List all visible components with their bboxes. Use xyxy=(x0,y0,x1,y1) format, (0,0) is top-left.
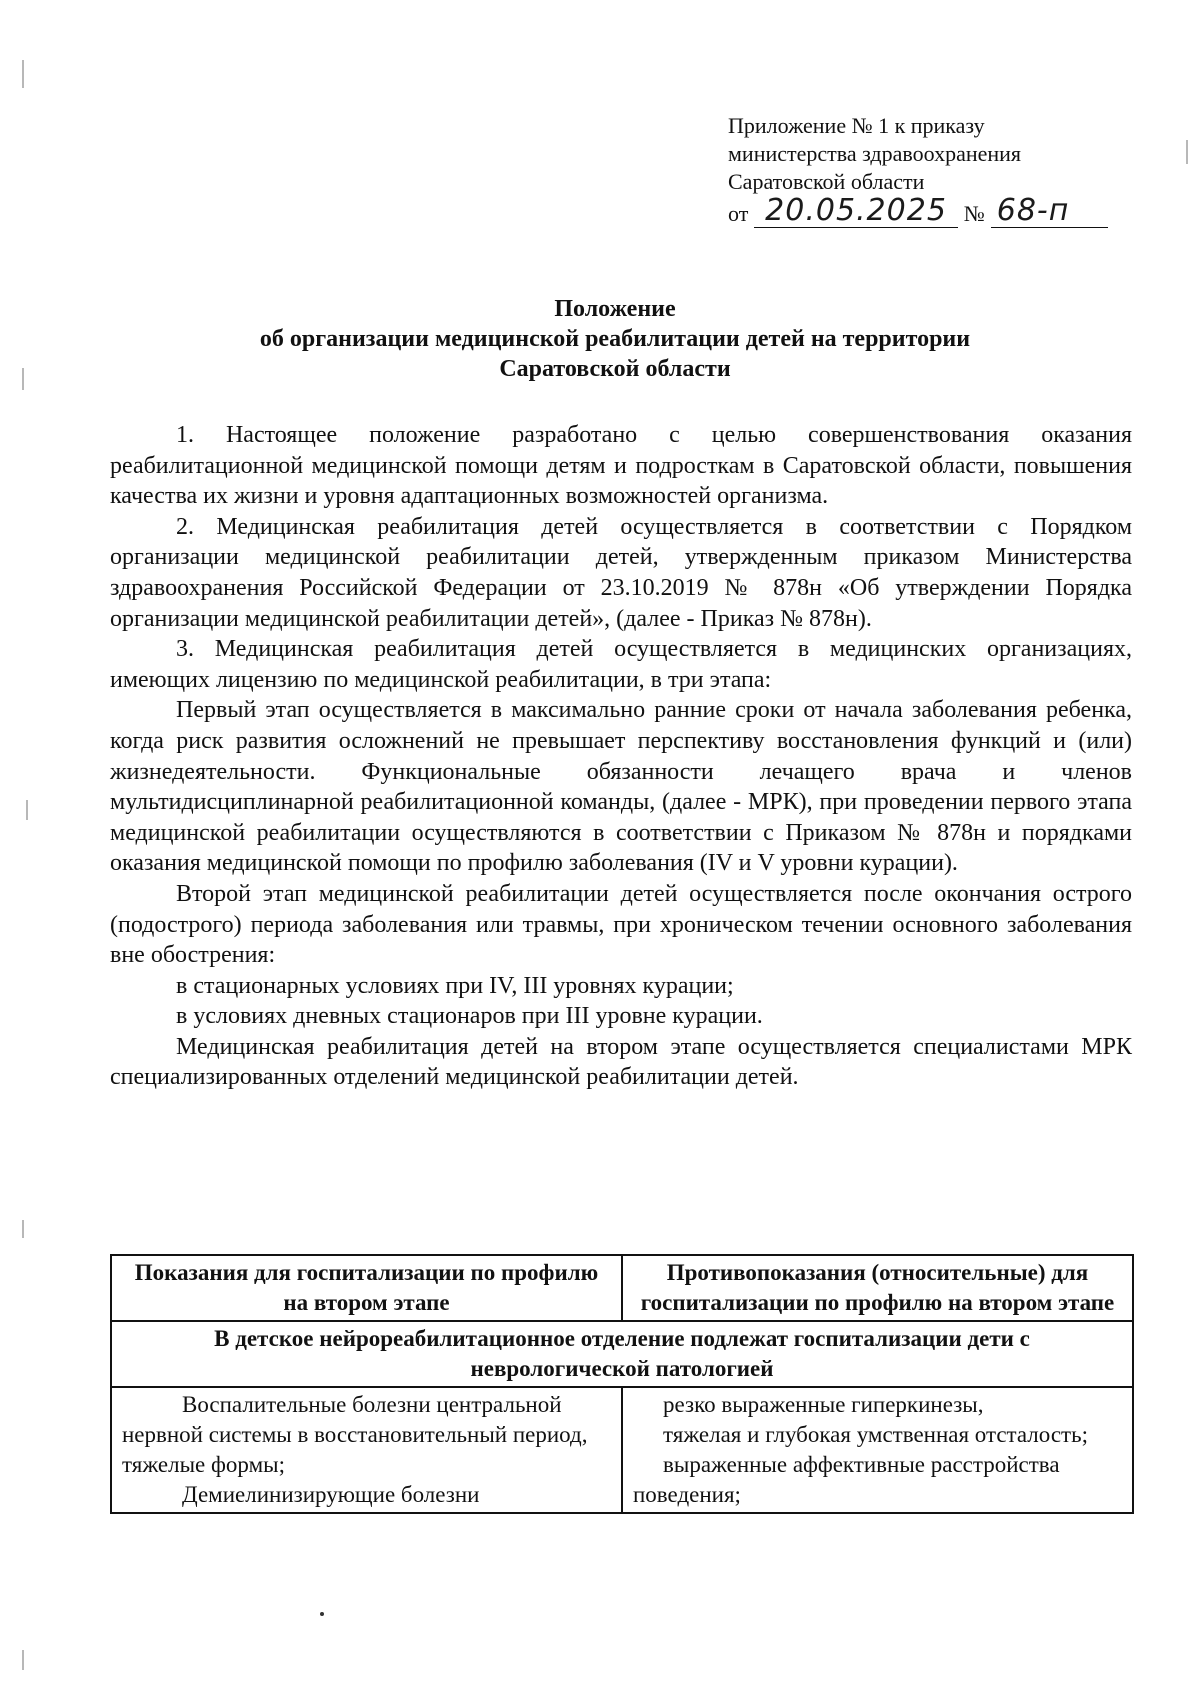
document-title xyxy=(110,294,1120,384)
appendix-block xyxy=(728,112,1108,228)
from-label: от xyxy=(728,201,749,226)
scan-mark xyxy=(22,1650,24,1670)
paragraph-6: в стационарных условиях при IV, III уровнях курации; xyxy=(176,972,734,999)
indications-cell xyxy=(111,1387,622,1513)
scan-mark xyxy=(1186,140,1188,164)
contraindication-item: тяжелая и глубокая умственная отсталость; xyxy=(663,1422,1088,1447)
table-section-row xyxy=(111,1321,1133,1387)
handwritten-number: 68-п xyxy=(991,196,1108,228)
appendix-line2: министерства здравоохранения xyxy=(728,141,1022,166)
handwritten-date: 20.05.2025 xyxy=(754,196,957,228)
contraindications-cell xyxy=(622,1387,1133,1513)
paragraph-4: Первый этап осуществляется в максимально ранние сроки от начала заболевания ребенка, когда риск развития осложнений не превышает перспективу восстановления функций и (или) жизнедеятельности. Функциональные обязанности лечащего врача и членов мультидисциплинарной реабилитационной команды, (далее - МРК), при проведении первого этапа медицинской реабилитации осуществляются в соответствии с Приказом № 878н и порядками оказания медицинской помощи по профилю заболевания (IV и V уровни курации). xyxy=(110,697,1132,877)
title-line2: об организации медицинской реабилитации детей на территории xyxy=(259,326,971,352)
order-date-number xyxy=(728,193,1108,228)
appendix-line3: Саратовской области xyxy=(728,169,925,194)
title-line3: Саратовской области xyxy=(499,356,731,382)
indication-item: Демиелинизирующие болезни xyxy=(182,1482,480,1507)
section-neuro: В детское нейрореабилитационное отделение подлежат госпитализации дети с неврологической патологией xyxy=(111,1321,1133,1387)
contraindication-item: резко выраженные гиперкинезы, xyxy=(663,1392,984,1417)
indication-item: Воспалительные болезни центральной нервной системы в восстановительный период, тяжелые формы; xyxy=(122,1392,588,1477)
paragraph-5: Второй этап медицинской реабилитации детей осуществляется после окончания острого (подострого) периода заболевания или травмы, при хроническом течении основного заболевания вне обострения: xyxy=(110,880,1132,969)
scan-mark xyxy=(22,60,24,88)
paragraph-8: Медицинская реабилитация детей на втором этапе осуществляется специалистами МРК специализированных отделений медицинской реабилитации детей. xyxy=(110,1033,1132,1091)
table-header-row xyxy=(111,1255,1133,1321)
contraindication-item: выраженные аффективные расстройства поведения; xyxy=(633,1452,1060,1507)
appendix-line1: Приложение № 1 к приказу xyxy=(728,113,985,138)
number-label: № xyxy=(963,201,985,226)
paragraph-2: 2. Медицинская реабилитация детей осуществляется в соответствии с Порядком организации медицинской реабилитации детей, утвержденным приказом Министерства здравоохранения Российской Федерации от 23.10.2019 № 878н «Об утверждении Порядка организации медицинской реабилитации детей», (далее - Приказ № 878н). xyxy=(110,513,1132,632)
scan-mark xyxy=(26,800,28,820)
paragraph-3: 3. Медицинская реабилитация детей осуществляется в медицинских организациях, имеющих лицензию по медицинской реабилитации, в три этапа: xyxy=(110,636,1132,693)
header-contraindications: Противопоказания (относительные) для госпитализации по профилю на втором этапе xyxy=(622,1255,1133,1321)
paragraph-7: в условиях дневных стационаров при III уровне курации. xyxy=(176,1003,763,1030)
scan-dot xyxy=(320,1612,324,1616)
indications-table xyxy=(110,1254,1134,1514)
scan-mark xyxy=(22,1220,24,1238)
header-indications: Показания для госпитализации по профилю на втором этапе xyxy=(111,1255,622,1321)
table-row xyxy=(111,1387,1133,1513)
scan-mark xyxy=(22,368,24,390)
paragraph-1: 1. Настоящее положение разработано с целью совершенствования оказания реабилитационной медицинской помощи детям и подросткам в Саратовской области, повышения качества их жизни и уровня адаптационных возможностей организма. xyxy=(110,422,1132,510)
title-line1: Положение xyxy=(554,296,676,322)
document-body xyxy=(110,420,1132,1093)
